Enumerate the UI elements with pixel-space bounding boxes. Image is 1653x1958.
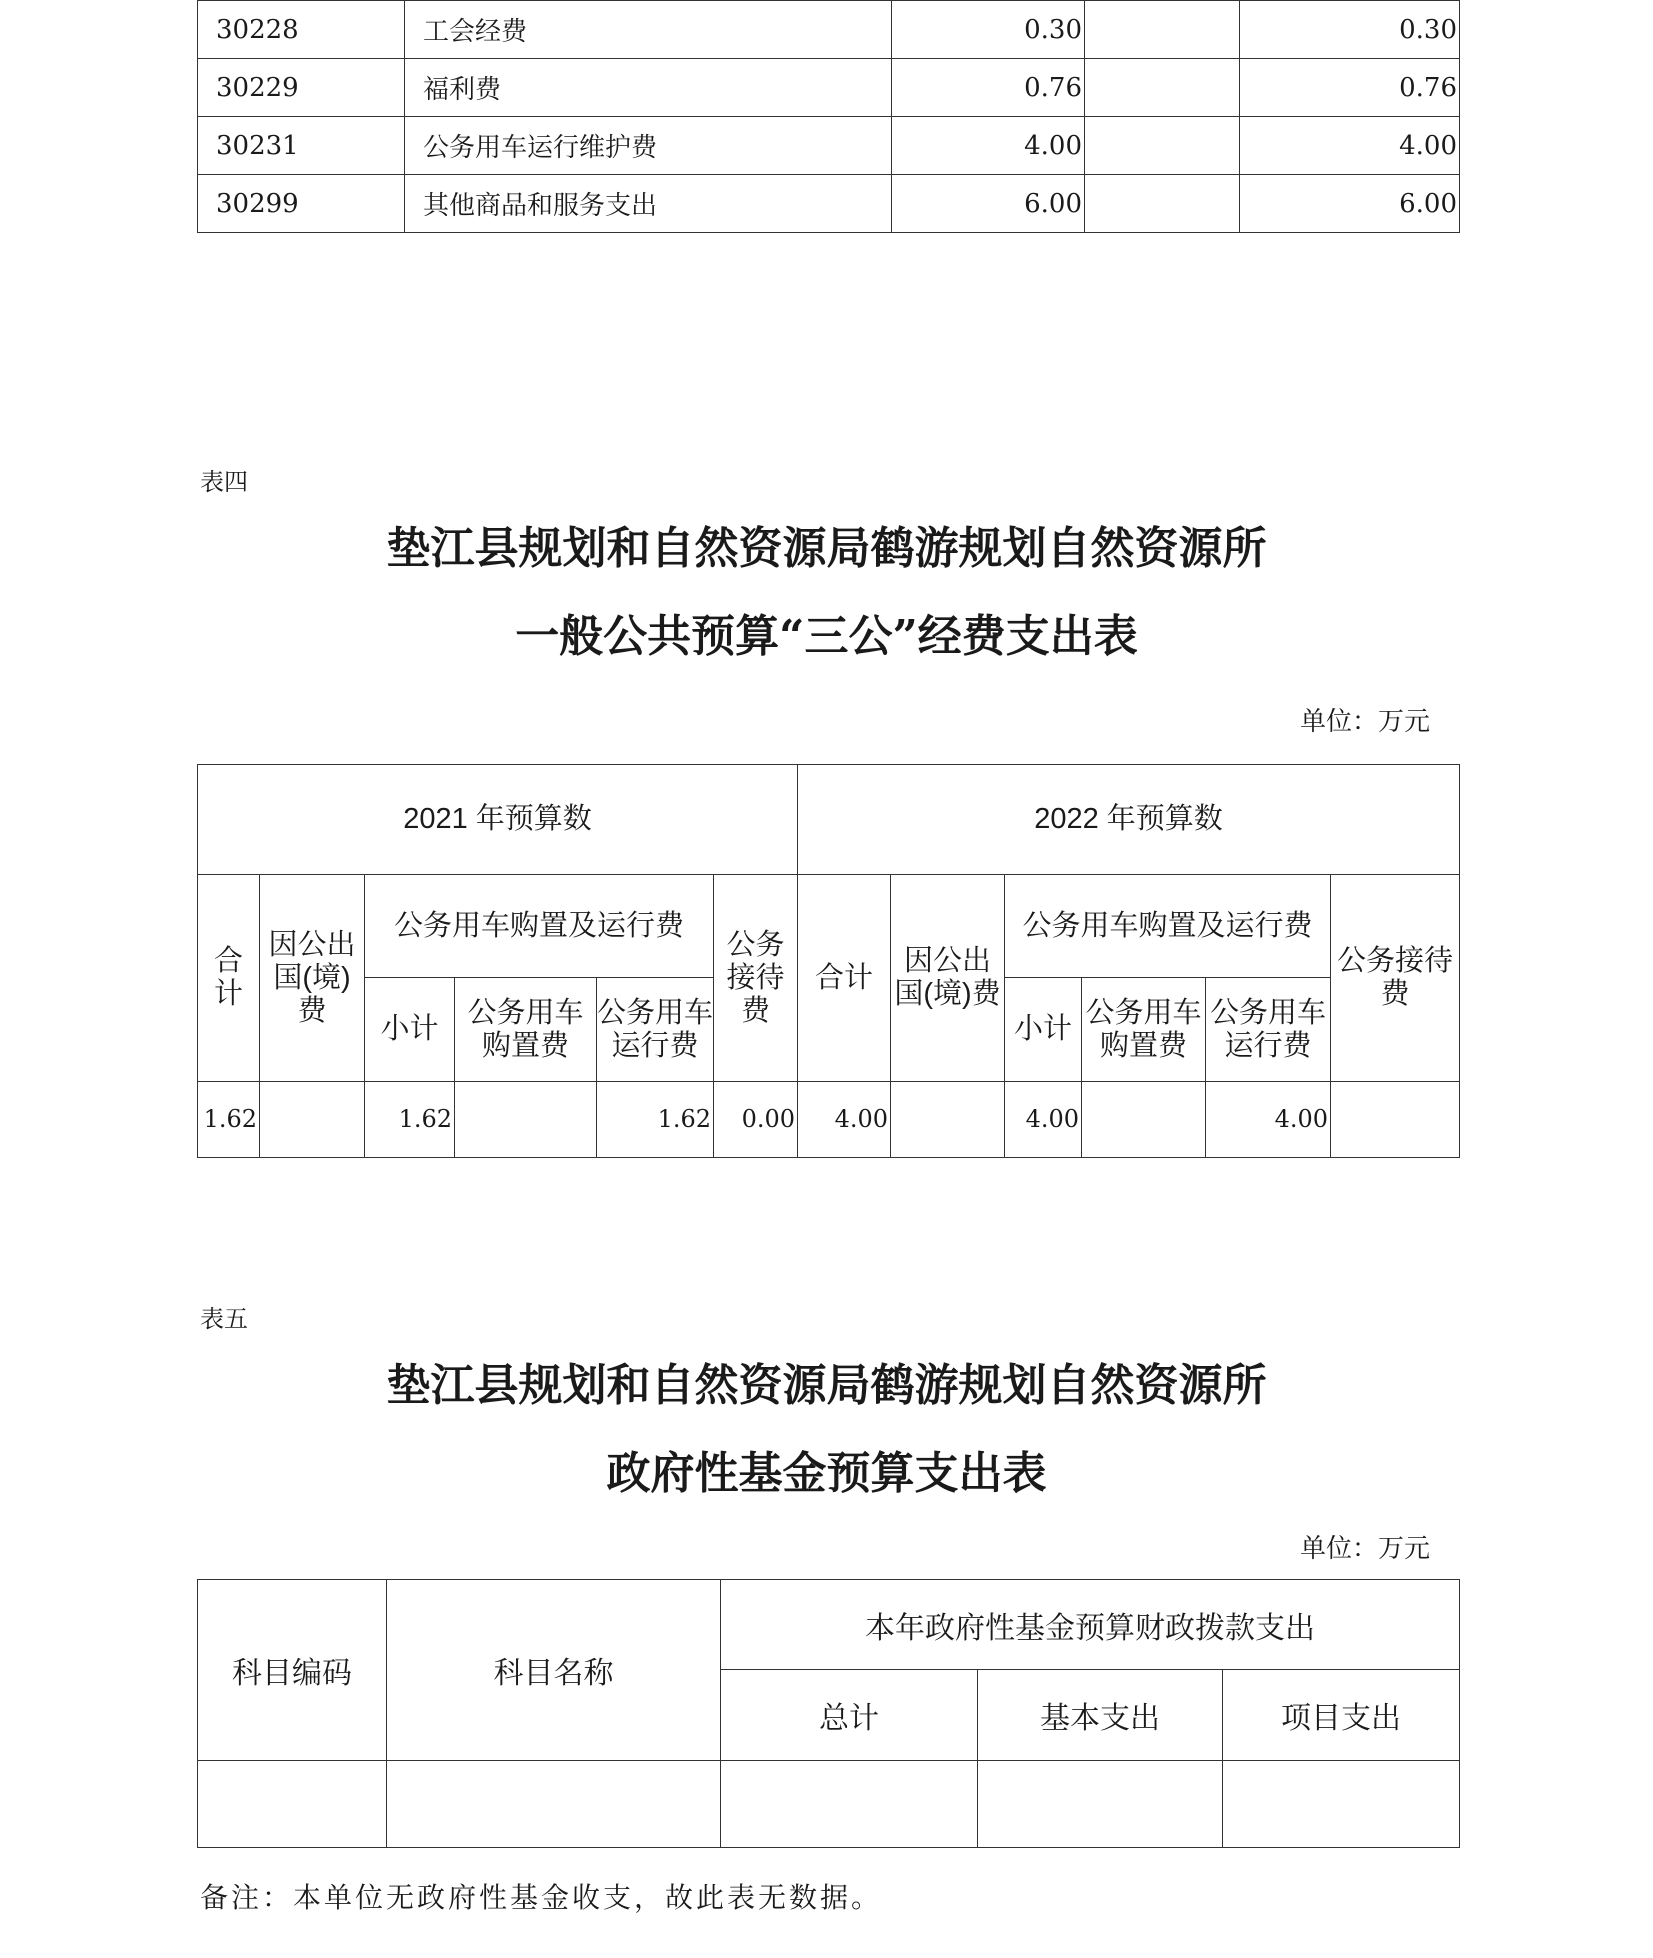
value-purchase-2021 bbox=[455, 1082, 597, 1158]
table5-note: 备注：本单位无政府性基金收支，故此表无数据。 bbox=[200, 1881, 883, 1914]
value-total-2022: 4.00 bbox=[798, 1082, 891, 1158]
table-row bbox=[198, 1, 1460, 59]
col-vehicle-purchase-2021: 公务用车购置费 bbox=[455, 978, 597, 1082]
col-abroad-2022: 因公出国(境)费 bbox=[891, 875, 1005, 1082]
col-reception-2022: 公务接待费 bbox=[1331, 875, 1460, 1082]
value-subtotal-2022: 4.00 bbox=[1005, 1082, 1082, 1158]
empty-cell bbox=[1223, 1761, 1460, 1848]
empty-cell bbox=[978, 1761, 1223, 1848]
col-vehicle-purchase-2022: 公务用车购置费 bbox=[1082, 978, 1206, 1082]
col-subject-name: 科目名称 bbox=[387, 1580, 721, 1761]
table5-title-line2: 政府性基金预算支出表 bbox=[606, 1448, 1047, 1499]
amount-cell: 4.00 bbox=[892, 117, 1085, 175]
subject-name: 福利费 bbox=[405, 59, 892, 117]
col-vehicle-operation-2021: 公务用车运行费 bbox=[597, 978, 714, 1082]
empty-cell bbox=[1085, 1, 1240, 59]
col-vehicle-2021: 公务用车购置及运行费 bbox=[365, 875, 714, 978]
col-abroad-2021: 因公出国(境)费 bbox=[260, 875, 365, 1082]
header-2022: 2022 年预算数 bbox=[798, 765, 1460, 875]
value-abroad-2021 bbox=[260, 1082, 365, 1158]
subject-code: 30231 bbox=[198, 117, 405, 175]
col-total-2021 bbox=[198, 875, 260, 1082]
table-row bbox=[198, 59, 1460, 117]
value-reception-2022 bbox=[1331, 1082, 1460, 1158]
header-row-years bbox=[198, 765, 1460, 875]
amount-cell: 0.76 bbox=[892, 59, 1085, 117]
col-total: 总计 bbox=[721, 1670, 978, 1761]
empty-cell bbox=[198, 1761, 387, 1848]
empty-cell bbox=[387, 1761, 721, 1848]
value-subtotal-2021: 1.62 bbox=[365, 1082, 455, 1158]
empty-cell bbox=[1085, 117, 1240, 175]
amount-cell: 6.00 bbox=[1240, 175, 1460, 233]
subject-code: 30299 bbox=[198, 175, 405, 233]
table-row bbox=[198, 1082, 1460, 1158]
value-operation-2022: 4.00 bbox=[1206, 1082, 1331, 1158]
col-subtotal-2021: 小计 bbox=[365, 978, 455, 1082]
col-fund-expenditure: 本年政府性基金预算财政拨款支出 bbox=[721, 1580, 1460, 1670]
value-abroad-2022 bbox=[891, 1082, 1005, 1158]
three-public-expenses-table bbox=[197, 764, 1460, 1158]
amount-cell: 0.30 bbox=[1240, 1, 1460, 59]
col-vehicle-operation-2022: 公务用车运行费 bbox=[1206, 978, 1331, 1082]
subject-code: 30228 bbox=[198, 1, 405, 59]
table-row bbox=[198, 1761, 1460, 1848]
header-row bbox=[198, 1580, 1460, 1670]
subject-code: 30229 bbox=[198, 59, 405, 117]
header-row-categories bbox=[198, 875, 1460, 978]
col-total-label: 合计 bbox=[214, 944, 244, 1010]
value-total-2021: 1.62 bbox=[198, 1082, 260, 1158]
government-fund-table bbox=[197, 1579, 1460, 1848]
table4-unit: 单位：万元 bbox=[1300, 707, 1431, 737]
col-vehicle-2022: 公务用车购置及运行费 bbox=[1005, 875, 1331, 978]
col-total-2022: 合计 bbox=[798, 875, 891, 1082]
table4-label: 表四 bbox=[200, 468, 248, 496]
table5-label: 表五 bbox=[200, 1305, 248, 1333]
empty-cell bbox=[721, 1761, 978, 1848]
subject-name: 其他商品和服务支出 bbox=[405, 175, 892, 233]
value-reception-2021: 0.00 bbox=[714, 1082, 798, 1158]
amount-cell: 0.76 bbox=[1240, 59, 1460, 117]
table5-title-line1: 垫江县规划和自然资源局鹤游规划自然资源所 bbox=[386, 1360, 1267, 1411]
subject-name: 公务用车运行维护费 bbox=[405, 117, 892, 175]
table-row bbox=[198, 175, 1460, 233]
value-operation-2021: 1.62 bbox=[597, 1082, 714, 1158]
amount-cell: 6.00 bbox=[892, 175, 1085, 233]
empty-cell bbox=[1085, 175, 1240, 233]
expense-detail-table bbox=[197, 0, 1460, 233]
col-basic: 基本支出 bbox=[978, 1670, 1223, 1761]
table-row bbox=[198, 117, 1460, 175]
empty-cell bbox=[1085, 59, 1240, 117]
table5-unit: 单位：万元 bbox=[1300, 1534, 1431, 1564]
table4-title-line1: 垫江县规划和自然资源局鹤游规划自然资源所 bbox=[386, 523, 1267, 574]
amount-cell: 4.00 bbox=[1240, 117, 1460, 175]
col-subject-code: 科目编码 bbox=[198, 1580, 387, 1761]
header-2021: 2021 年预算数 bbox=[198, 765, 798, 875]
table4-title-line2: 一般公共预算“三公”经费支出表 bbox=[515, 611, 1138, 662]
amount-cell: 0.30 bbox=[892, 1, 1085, 59]
col-reception-2021: 公务接待费 bbox=[714, 875, 798, 1082]
col-project: 项目支出 bbox=[1223, 1670, 1460, 1761]
col-subtotal-2022: 小计 bbox=[1005, 978, 1082, 1082]
subject-name: 工会经费 bbox=[405, 1, 892, 59]
value-purchase-2022 bbox=[1082, 1082, 1206, 1158]
